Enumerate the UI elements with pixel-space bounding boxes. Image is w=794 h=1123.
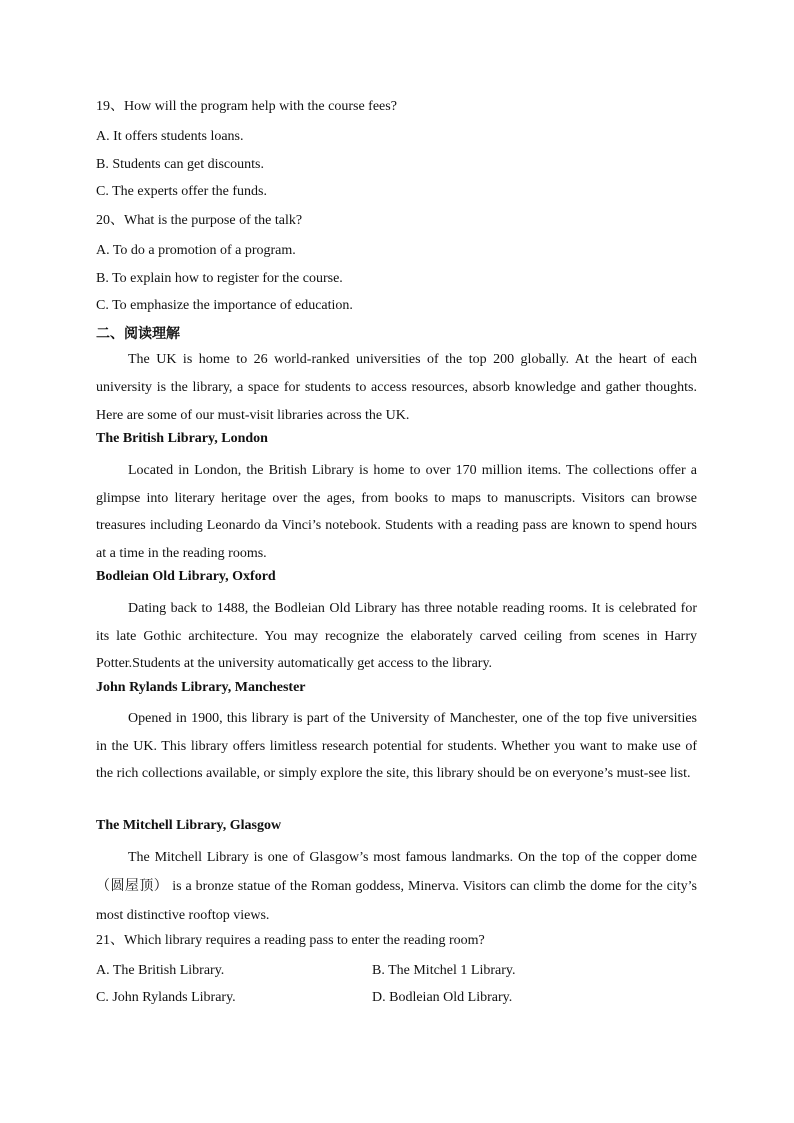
q19-option-b: B. Students can get discounts. [96, 157, 264, 172]
library-title-bodleian: Bodleian Old Library, Oxford [96, 569, 276, 584]
q21-option-c: C. John Rylands Library. [96, 990, 236, 1005]
q19-option-c: C. The experts offer the funds. [96, 184, 267, 199]
section-heading: 二、阅读理解 [96, 326, 180, 342]
library-title-mitchell: The Mitchell Library, Glasgow [96, 818, 282, 833]
q21-option-b: B. The Mitchel 1 Library. [372, 963, 516, 978]
library-text-british: Located in London, the British Library is home to over 170 million items. The collections offer a glimpse into literary heritage over the ages, from books to maps to manuscripts. Visitors can browse treasures including Leonardo da Vinci’s notebook. Students with a reading pass are known to spend hours at a time in the reading rooms. [96, 463, 697, 562]
q20-option-c: C. To emphasize the importance of education. [96, 298, 353, 313]
q19-option-a: A. It offers students loans. [96, 129, 244, 144]
library-title-rylands: John Rylands Library, Manchester [96, 680, 306, 695]
question-19: 19、How will the program help with the course fees? [96, 99, 397, 114]
library-title-british: The British Library, London [96, 431, 268, 446]
question-21: 21、Which library requires a reading pass to enter the reading room? [96, 933, 485, 948]
question-20: 20、What is the purpose of the talk? [96, 213, 303, 228]
q21-option-a: A. The British Library. [96, 963, 225, 978]
library-text-rylands: Opened in 1900, this library is part of the University of Manchester, one of the top five universities in the UK. This library offers limitless research potential for students. Whether you want to make use of the rich collections available, or simply explore the site, this library should be on everyone’s must-see list. [96, 711, 697, 782]
q20-option-b: B. To explain how to register for the course. [96, 271, 343, 286]
q20-option-a: A. To do a promotion of a program. [96, 243, 296, 258]
library-text-mitchell: The Mitchell Library is one of Glasgow’s most famous landmarks. On the top of the copper dome（圆屋顶） is a bronze statue of the Roman goddess, Minerva. Visitors can climb the dome for the city’s most distinctive rooftop views. [96, 850, 697, 923]
library-text-bodleian: Dating back to 1488, the Bodleian Old Library has three notable reading rooms. It is celebrated for its late Gothic architecture. You may recognize the elaborately carved ceiling from scenes in Harry Potter.Students at the university automatically get access to the library. [96, 601, 697, 672]
q21-option-d: D. Bodleian Old Library. [372, 990, 513, 1005]
intro-paragraph: The UK is home to 26 world-ranked universities of the top 200 globally. At the heart of each university is the library, a space for students to access resources, absorb knowledge and gather thoughts. Here are some of our must-visit libraries across the UK. [96, 352, 697, 423]
